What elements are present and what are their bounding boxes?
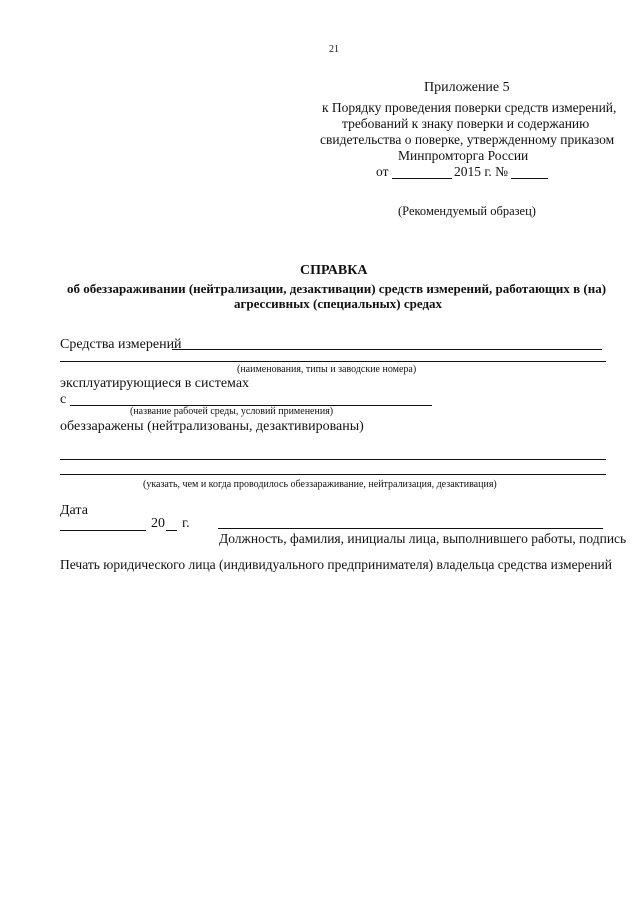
appendix-line-1: к Порядку проведения поверки средств измерений,: [322, 100, 617, 115]
method-hint: (указать, чем и когда проводилось обеззараживание, нейтрализация, дезактивация): [143, 479, 497, 490]
appendix-date-blank: [392, 178, 452, 179]
appendix-number-blank: [511, 178, 548, 179]
method-field-line[interactable]: [60, 459, 606, 460]
appendix-title: Приложение 5: [424, 80, 510, 95]
signature-field-line[interactable]: [218, 528, 603, 529]
decontaminated-label: обеззаражены (нейтрализованы, дезактивированы): [60, 419, 364, 434]
instruments-field-line-2[interactable]: [60, 361, 606, 362]
appendix-line-4: Минпромторга России: [398, 148, 529, 163]
document-subtitle-line-2: агрессивных (специальных) средах: [234, 296, 443, 311]
page-number: 21: [329, 44, 339, 55]
appendix-line-3: свидетельства о поверке, утвержденному приказом: [320, 132, 615, 147]
date-field-line[interactable]: [60, 530, 146, 531]
operated-label: эксплуатирующиеся в системах: [60, 376, 250, 391]
year-suffix: г.: [182, 516, 190, 531]
seal-text: Печать юридического лица (индивидуального предпринимателя) владельца средства измерений: [60, 557, 612, 572]
medium-hint: (название рабочей среды, условий применения): [130, 406, 334, 417]
document-title: СПРАВКА: [300, 263, 368, 278]
with-label: с: [60, 392, 67, 407]
document-subtitle-line-1: об обеззараживании (нейтрализации, дезактивации) средств измерений, работающих в (на): [67, 281, 607, 296]
appendix-date-prefix: от: [376, 164, 389, 179]
instruments-hint: (наименования, типы и заводские номера): [237, 364, 417, 375]
instruments-field-line[interactable]: [172, 349, 602, 350]
date-label: Дата: [60, 503, 88, 518]
sample-note: (Рекомендуемый образец): [398, 204, 536, 218]
signature-hint: Должность, фамилия, инициалы лица, выполнившего работы, подпись: [219, 531, 627, 546]
appendix-line-2: требований к знаку поверки и содержанию: [342, 116, 590, 131]
appendix-date-year: 2015 г. №: [454, 164, 509, 179]
method-field-line-2[interactable]: [60, 474, 606, 475]
year-field-line[interactable]: [166, 530, 177, 531]
instruments-label: Средства измерений: [60, 337, 182, 352]
year-prefix: 20: [151, 516, 165, 531]
